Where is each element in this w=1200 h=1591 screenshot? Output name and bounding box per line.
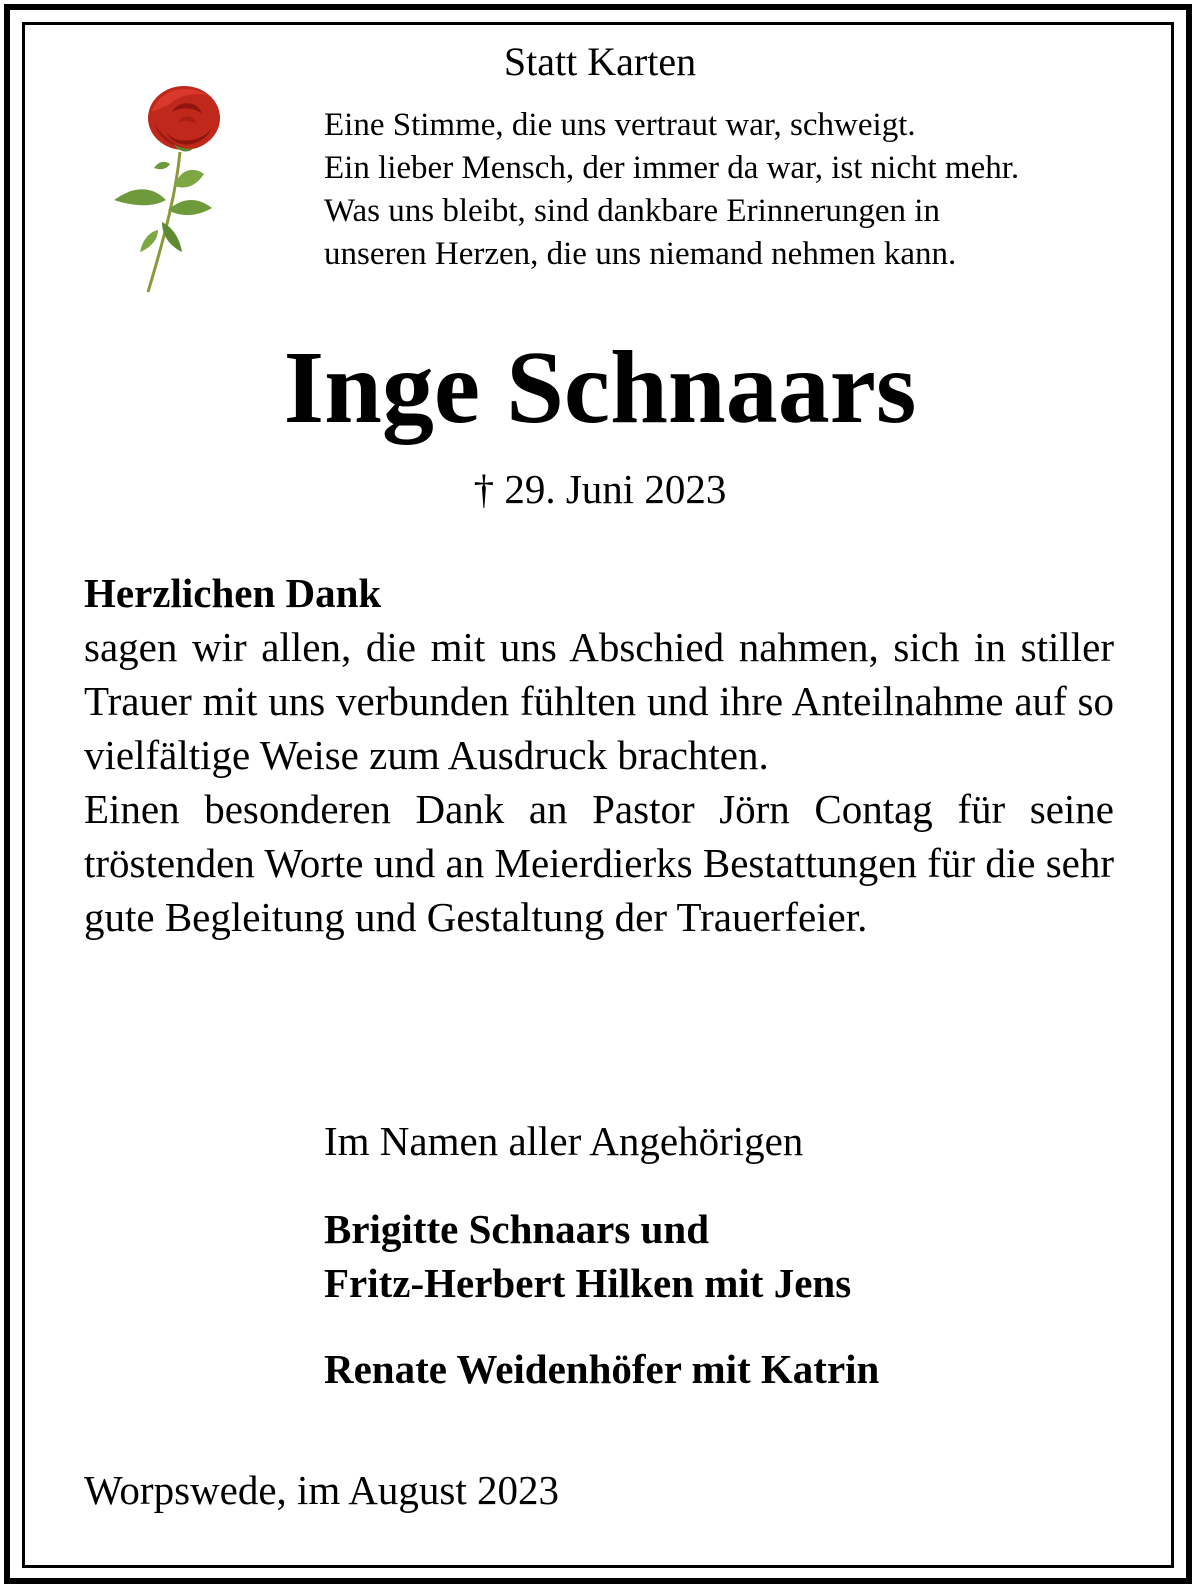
poem-line: Was uns bleibt, sind dankbare Erinnerungen in xyxy=(324,193,940,229)
rose-icon xyxy=(108,82,228,294)
poem-line: Eine Stimme, die uns vertraut war, schweigt. xyxy=(324,107,916,143)
thanks-text xyxy=(84,566,1114,944)
statt-karten-text: Statt Karten xyxy=(503,39,697,84)
poem xyxy=(324,104,1019,276)
family-signature-line: Fritz-Herbert Hilken mit Jens xyxy=(324,1260,852,1306)
thanks-paragraph-2: Einen besonderen Dank an Pastor Jörn Contag für seine tröstenden Worte und an Meierdierks Bestattungen für die sehr gute Begleitung und Gestaltung der Trauerfeier. xyxy=(84,786,1114,940)
thanks-paragraph-1: sagen wir allen, die mit uns Abschied nahmen, sich in stiller Trauer mit uns verbunden fühlten und ihre Anteilnahme auf so vielfältige Weise zum Ausdruck brachten. xyxy=(84,624,1114,778)
family-intro: Im Namen aller Angehörigen xyxy=(324,1118,804,1164)
poem-line: Ein lieber Mensch, der immer da war, ist nicht mehr. xyxy=(324,150,1020,186)
family-group-1 xyxy=(324,1202,851,1310)
statt-karten-heading xyxy=(0,38,1200,86)
poem-line: unseren Herzen, die uns niemand nehmen kann. xyxy=(324,236,957,272)
family-signature-line: Brigitte Schnaars und xyxy=(324,1206,709,1252)
deceased-name: Inge Schnaars xyxy=(283,330,917,445)
death-date: † 29. Juni 2023 xyxy=(473,466,727,512)
thanks-heading: Herzlichen Dank xyxy=(84,570,382,616)
family-group-2: Renate Weidenhöfer mit Katrin xyxy=(324,1346,880,1392)
place-date: Worpswede, im August 2023 xyxy=(84,1467,560,1513)
